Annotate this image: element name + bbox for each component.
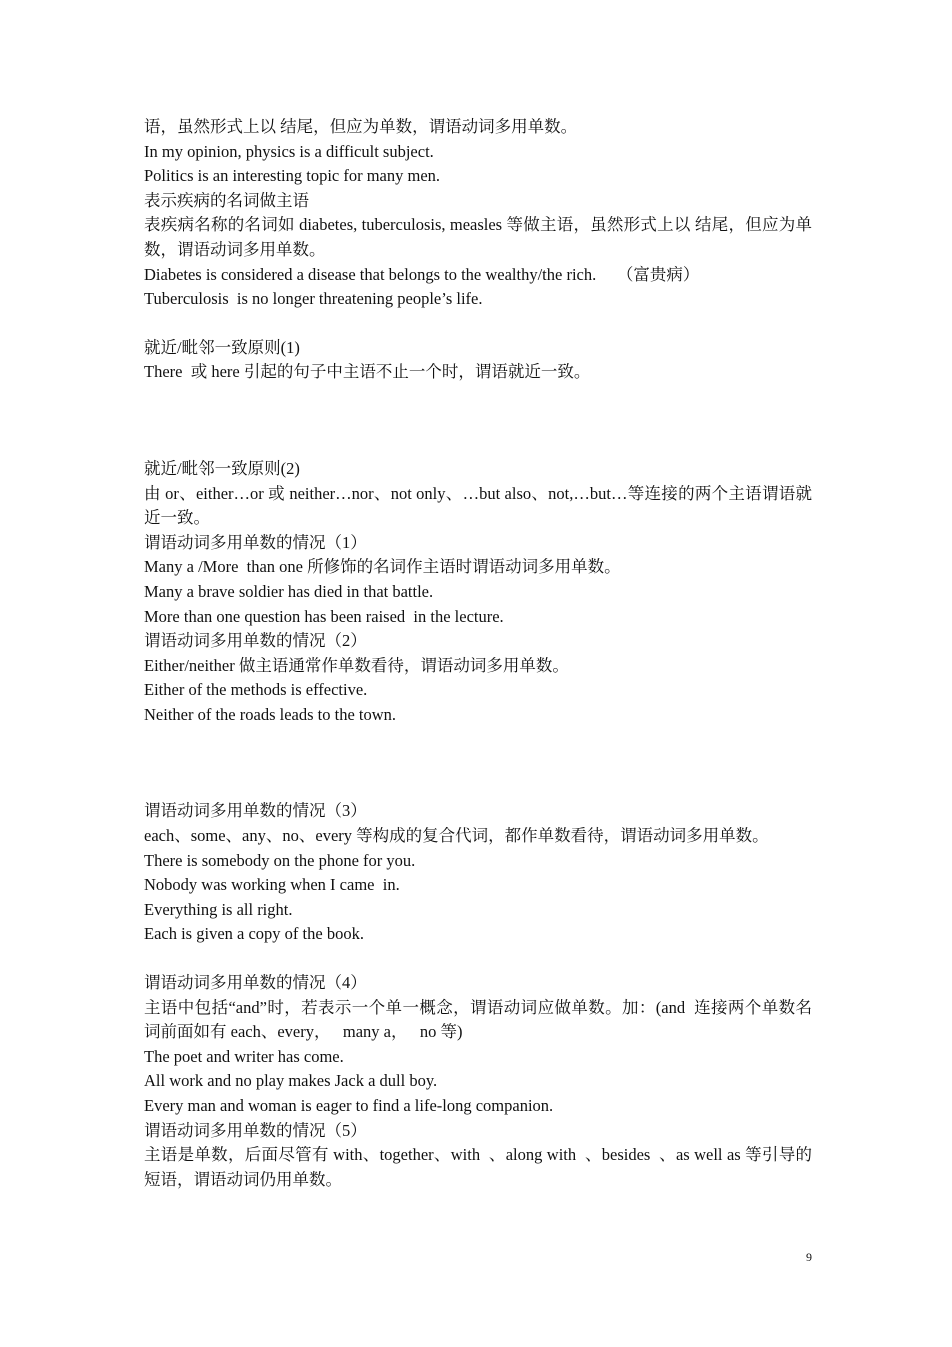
paragraph-text: Many a brave soldier has died in that battle. [144,581,434,601]
paragraph-text: Either/neither 做主语通常作单数看待，谓语动词多用单数。 [144,655,569,675]
paragraph-text: Nobody was working when I came in. [144,875,400,895]
paragraph-text: Every man and woman is eager to find a life-long companion. [144,1096,554,1115]
paragraph-spacer [144,385,812,457]
section-heading: 就近/毗邻一致原则(2) [144,458,300,478]
paragraph-text: Either of the methods is effective. [144,680,368,700]
page-number: 9 [806,1250,812,1264]
section-heading: 表示疾病的名词做主语 [144,190,309,210]
paragraph-text: The poet and writer has come. [144,1046,344,1066]
paragraph-spacer [144,727,812,799]
page-body [144,115,812,1192]
paragraph-text: 由 or、either…or 或 neither…nor、not only、…but also、not,…but…等连接的两个主语谓语就近一致。 [144,483,812,528]
paragraph-text: Tuberculosis is no longer threatening people’s life. [144,289,483,309]
paragraph-text: Diabetes is considered a disease that belongs to the wealthy/the rich. （富贵病） [144,264,700,284]
paragraph-text: Everything is all right. [144,899,293,919]
section-heading: 就近/毗邻一致原则(1) [144,337,300,357]
section-heading: 谓语动词多用单数的情况（4） [144,973,367,993]
section-heading: 谓语动词多用单数的情况（3） [144,801,367,821]
paragraph-spacer [144,947,812,971]
paragraph-text: each、some、any、no、every 等构成的复合代词，都作单数看待，谓语动词多用单数。 [144,826,769,846]
paragraph-text: Politics is an interesting topic for many men. [144,166,441,186]
paragraph-text: 表疾病名称的名词如 diabetes, tuberculosis, measles 等做主语，虽然形式上以 结尾，但应为单数，谓语动词多用单数。 [144,215,812,259]
paragraph-text: 语，虽然形式上以 结尾，但应为单数，谓语动词多用单数。 [144,117,578,136]
section-heading: 谓语动词多用单数的情况（5） [144,1120,367,1140]
section-heading: 谓语动词多用单数的情况（2） [144,631,367,651]
paragraph-text: There is somebody on the phone for you. [144,850,416,870]
paragraph-text: 主语中包括“and”时，若表示一个单一概念，谓语动词应做单数。加：(and 连接两个单数名词前面如有 each、every， many a， no 等) [144,997,812,1042]
paragraph-text: All work and no play makes Jack a dull boy. [144,1071,438,1091]
section-heading: 谓语动词多用单数的情况（1） [144,532,367,552]
paragraph-text: There 或 here 引起的句子中主语不止一个时，谓语就近一致。 [144,362,591,382]
paragraph-text: In my opinion, physics is a difficult subject. [144,141,434,161]
paragraph-text: Many a /More than one 所修饰的名词作主语时谓语动词多用单数。 [144,557,621,577]
paragraph-text: Neither of the roads leads to the town. [144,704,397,724]
paragraph-spacer [144,312,812,336]
paragraph-text: More than one question has been raised in the lecture. [144,606,504,626]
paragraph-text: 主语是单数，后面尽管有 with、together、with 、along with 、besides 、as well as 等引导的短语，谓语动词仍用单数。 [144,1145,812,1189]
paragraph-text: Each is given a copy of the book. [144,924,364,944]
